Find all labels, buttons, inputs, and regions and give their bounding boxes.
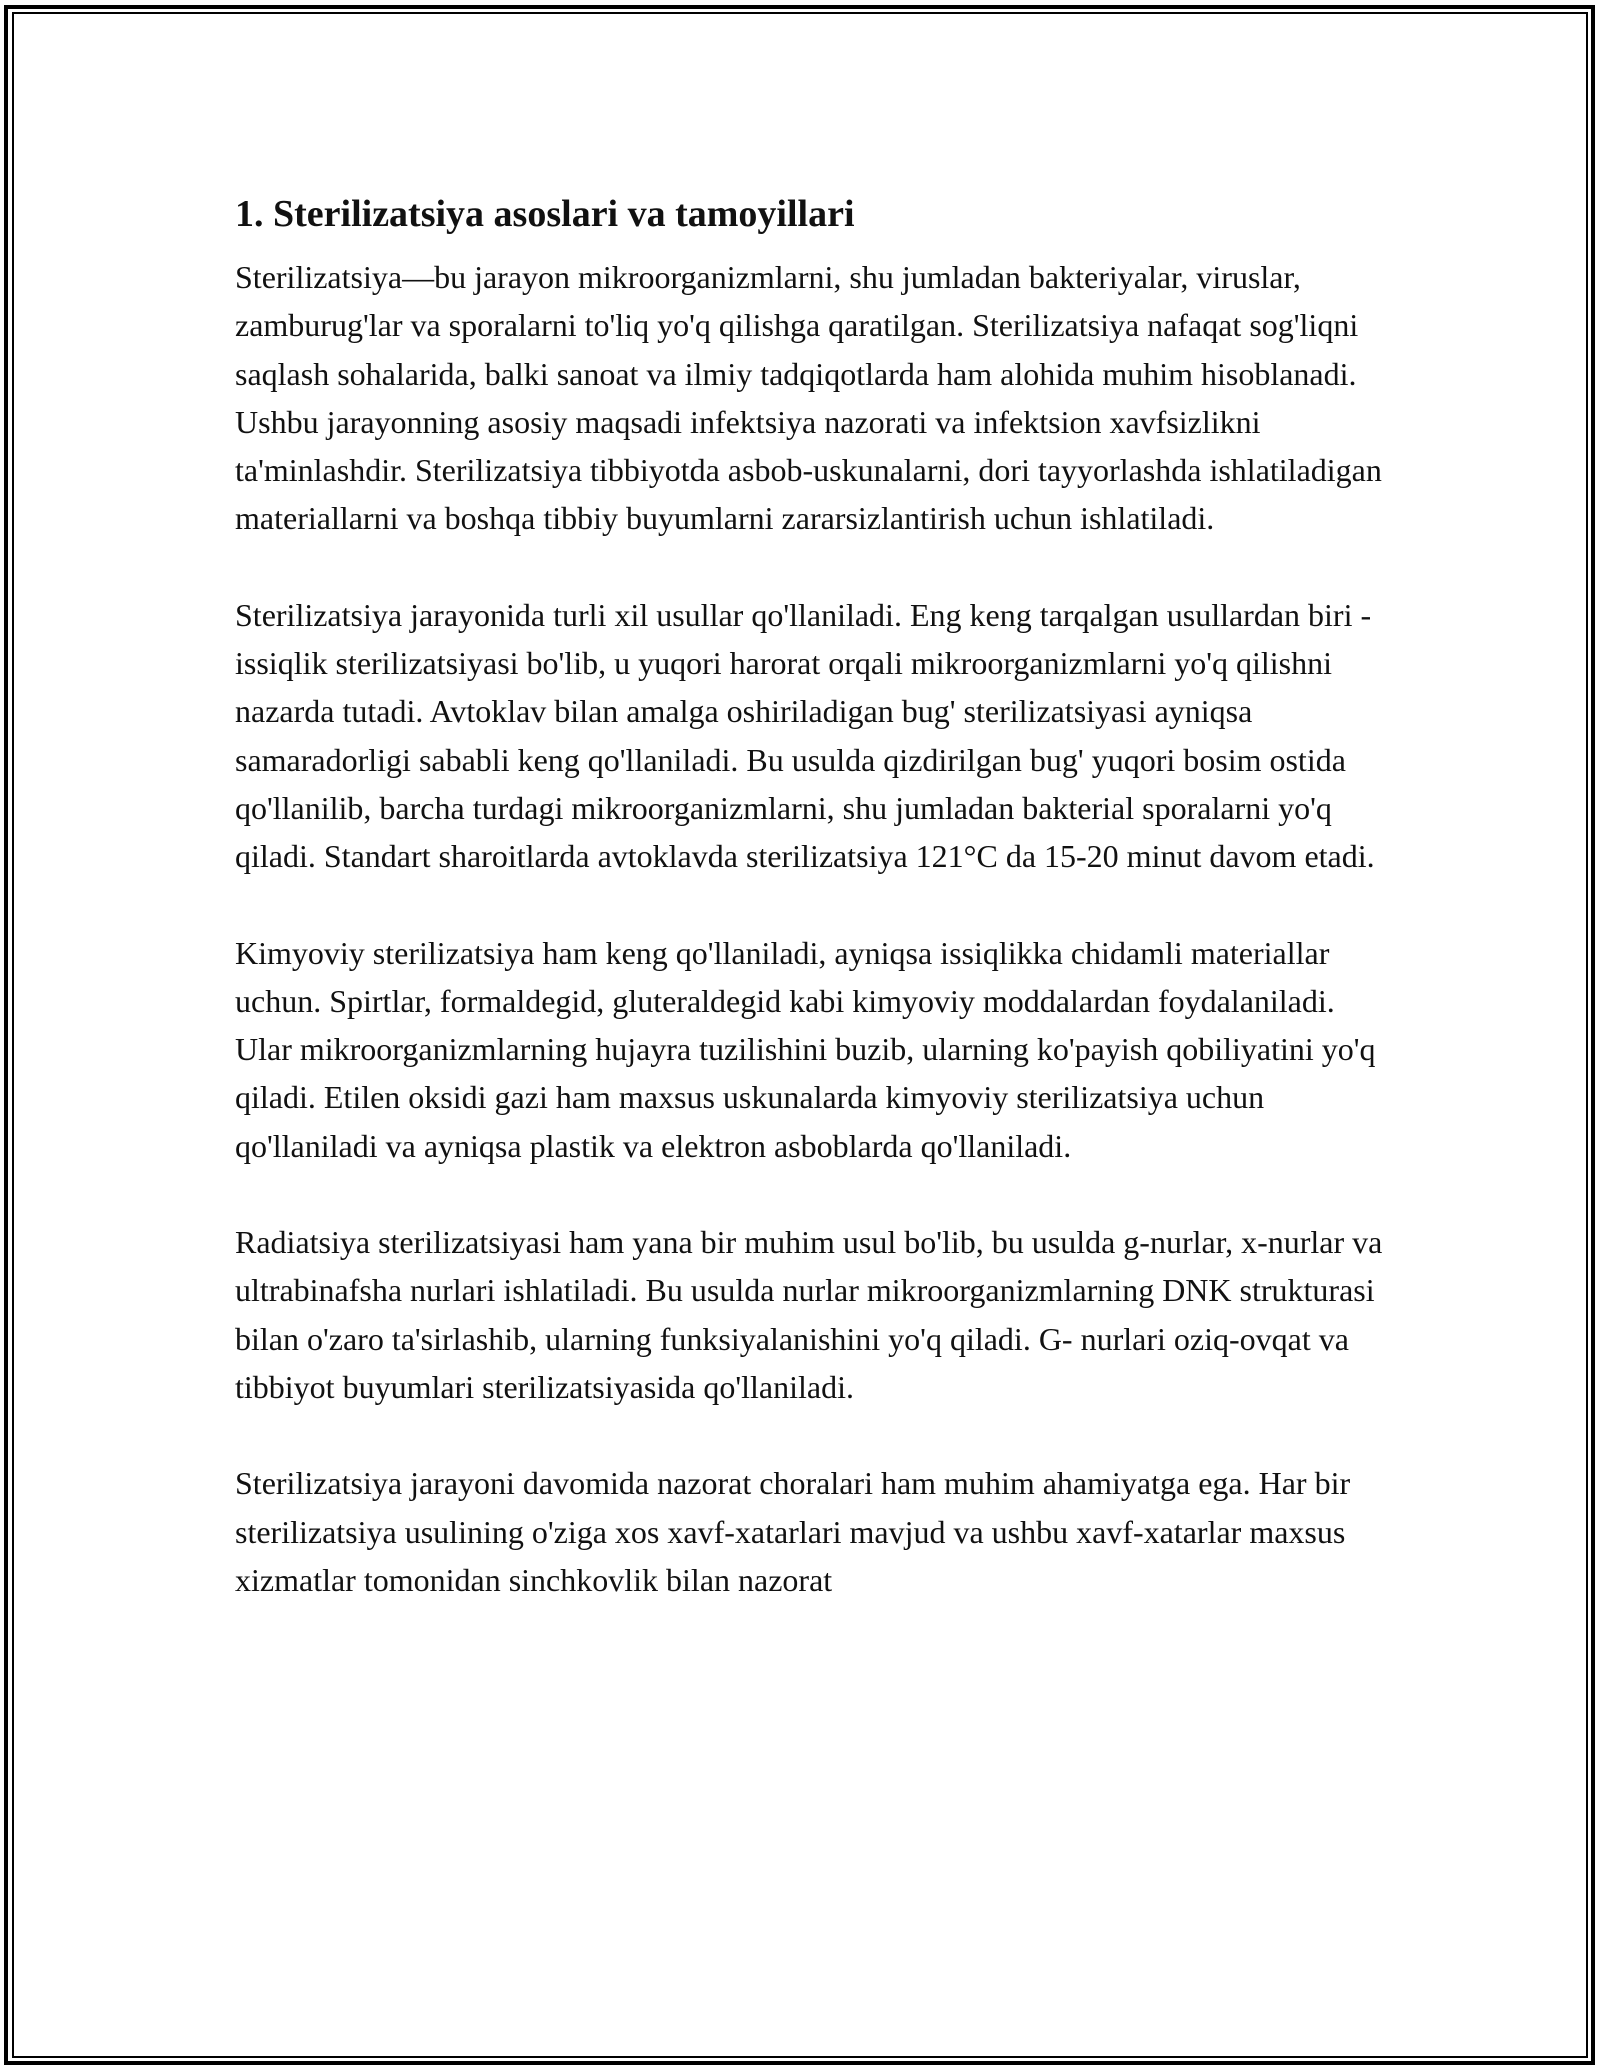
- paragraph-control-measures: Sterilizatsiya jarayoni davomida nazorat choralari ham muhim ahamiyatga ega. Har bir sterilizatsiya usulining o'ziga xos xavf-xatarlari mavjud va ushbu xavf-xatarlar maxsus xizmatlar tomonidan sinchkovlik bilan nazorat: [235, 1465, 1351, 1598]
- paragraph-chemical-sterilization: Kimyoviy sterilizatsiya ham keng qo'llaniladi, ayniqsa issiqlikka chidamli materiallar uchun. Spirtlar, formaldegid, gluteraldegid kabi kimyoviy moddalardan foydalaniladi. Ular mikroorganizmlarning hujayra tuzilishini buzib, ularning ko'payish qobiliyatini yo'q qiladi. Etilen oksidi gazi ham maxsus uskunalarda kimyoviy sterilizatsiya uchun qo'llaniladi va ayniqsa plastik va elektron asboblarda qo'llaniladi.: [235, 934, 1376, 1164]
- document-body: [235, 185, 1385, 1652]
- section-heading: 1. Sterilizatsiya asoslari va tamoyillari: [235, 193, 855, 235]
- paragraph-heat-sterilization: Sterilizatsiya jarayonida turli xil usullar qo'llaniladi. Eng keng tarqalgan usullardan biri - issiqlik sterilizatsiyasi bo'lib, u yuqori harorat orqali mikroorganizmlarni yo'q qilishni nazarda tutadi. Avtoklav bilan amalga oshiriladigan bug' sterilizatsiyasi ayniqsa samaradorligi sababli keng qo'llaniladi. Bu usulda qizdirilgan bug' yuqori bosim ostida qo'llanilib, barcha turdagi mikroorganizmlarni, shu jumladan bakterial sporalarni yo'q qiladi. Standart sharoitlarda avtoklavda sterilizatsiya 121°C da 15-20 minut davom etadi.: [235, 596, 1375, 875]
- paragraph-radiation-sterilization: Radiatsiya sterilizatsiyasi ham yana bir muhim usul bo'lib, bu usulda g-nurlar, x-nurlar va ultrabinafsha nurlari ishlatiladi. Bu usulda nurlar mikroorganizmlarning DNK strukturasi bilan o'zaro ta'sirlashib, ularning funksiyalanishini yo'q qiladi. G- nurlari oziq-ovqat va tibbiyot buyumlari sterilizatsiyasida qo'llaniladi.: [235, 1224, 1383, 1405]
- paragraph-intro: Sterilizatsiya—bu jarayon mikroorganizmlarni, shu jumladan bakteriyalar, viruslar, zamburug'lar va sporalarni to'liq yo'q qilishga qaratilgan. Sterilizatsiya nafaqat sog'liqni saqlash sohalarida, balki sanoat va ilmiy tadqiqotlarda ham alohida muhim hisoblanadi. Ushbu jarayonning asosiy maqsadi infektsiya nazorati va infektsion xavfsizlikni ta'minlashdir. Sterilizatsiya tibbiyotda asbob-uskunalarni, dori tayyorlashda ishlatiladigan materiallarni va boshqa tibbiy buyumlarni zararsizlantirish uchun ishlatiladi.: [235, 259, 1382, 537]
